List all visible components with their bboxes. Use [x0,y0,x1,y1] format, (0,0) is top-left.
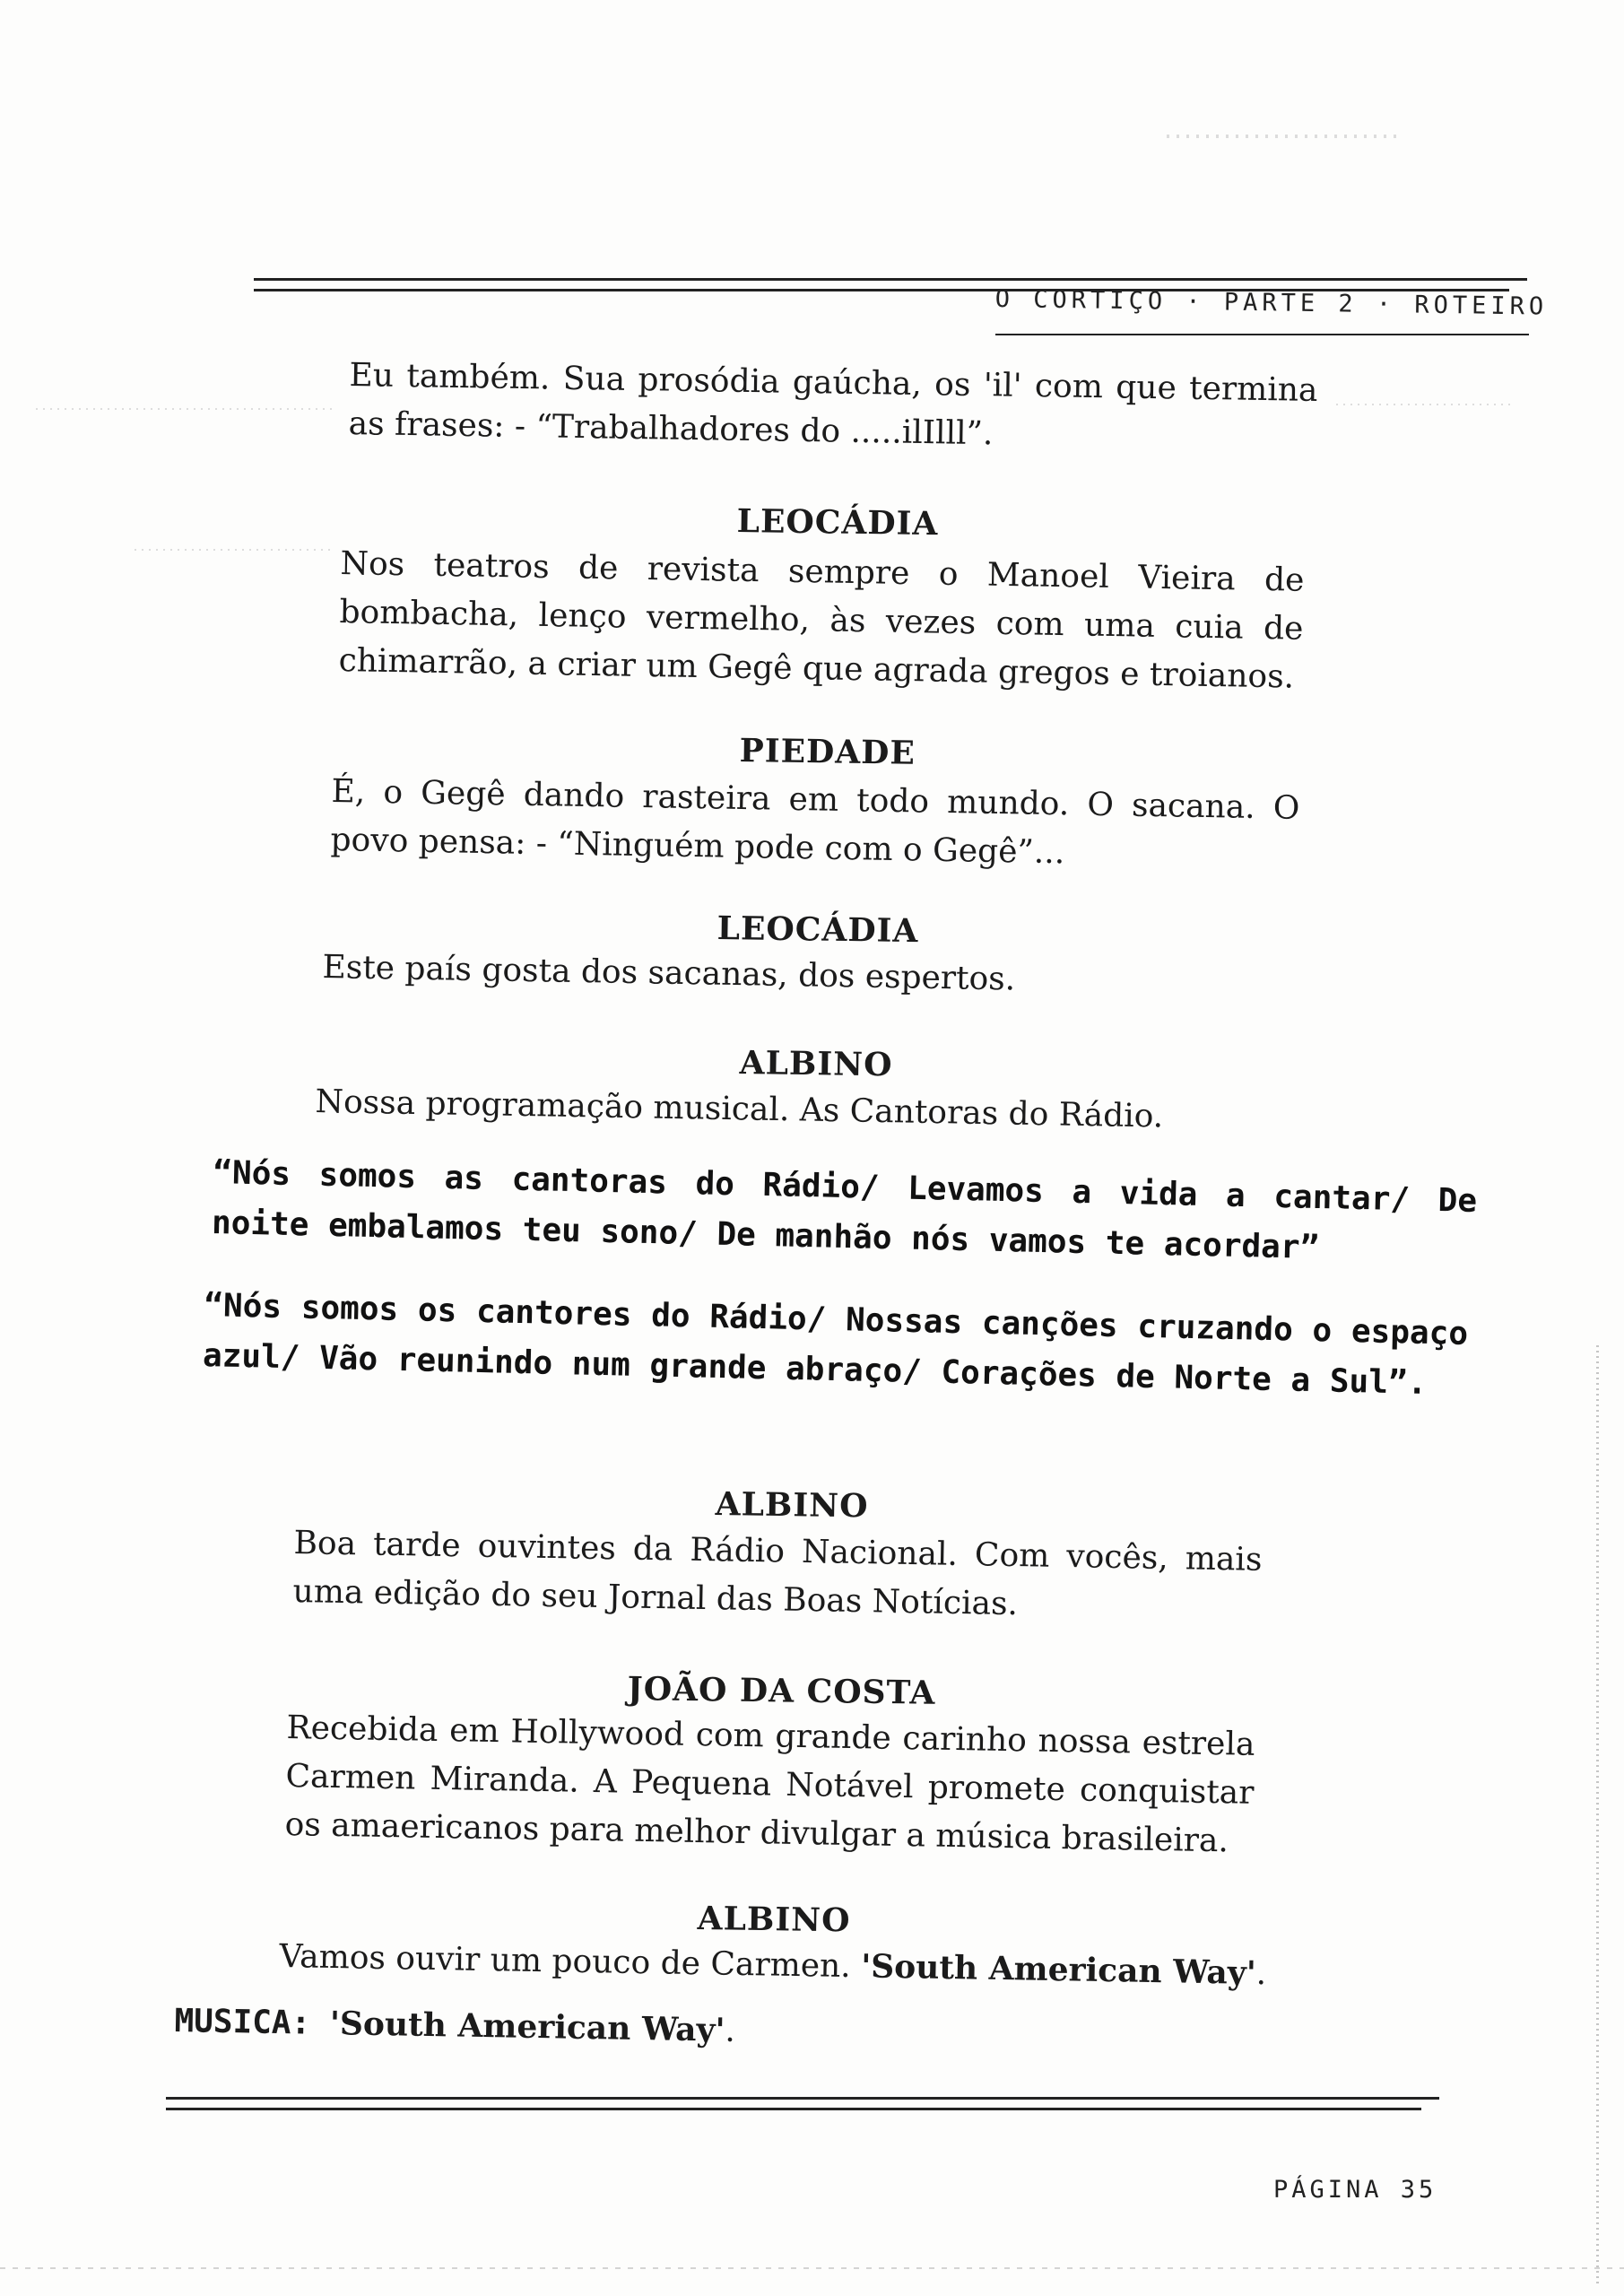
speaker-name: ALBINO [739,1044,893,1084]
song-title: 'South American Way' [860,1947,1257,1993]
song-lyric: “Nós somos os cantores do Rádio/ Nossas canções cruzando o espaço azul/ Vão reunindo num grande abraço/ Corações de Norte a Sul”. [202,1286,1469,1402]
dialogue-text [279,1932,1311,1999]
dialogue-text: Este país gosta dos sacanas, dos espertos. [322,948,1016,998]
footer-rule-lower [166,2108,1421,2110]
speaker-name: PIEDADE [739,732,916,772]
speaker-name: LEOCÁDIA [736,502,939,544]
page-number: PÁGINA 35 [1273,2176,1437,2204]
music-cue-title: 'South American Way' [329,2005,725,2049]
music-cue [174,1996,982,2060]
dialogue-text: Recebida em Hollywood com grande carinho nossa estrela Carmen Miranda. A Pequena Notável promete conquistar os amaericanos para melhor divulgar a música brasileira. [284,1709,1255,1860]
song-lyric: “Nós somos as cantoras do Rádio/ Levamos a vida a cantar/ De noite embalamos teu sono/ De manhão nós vamos te acordar” [211,1153,1478,1267]
dialogue-text-end: . [1255,1955,1267,1993]
speaker-name: JOÃO DA COSTA [627,1670,936,1712]
dialogue-text: Boa tarde ouvintes da Rádio Nacional. Com vocês, mais uma edição do seu Jornal das Boas Notícias. [292,1524,1263,1623]
speaker-name: LEOCÁDIA [716,909,919,951]
header-title: O CORTIÇO · PARTE 2 · ROTEIRO [994,285,1549,321]
speaker-name: ALBINO [697,1900,851,1940]
footer-rule-upper [166,2097,1439,2100]
dialogue-text: Nos teatros de revista sempre o Manoel Vieira de bombacha, lenço vermelho, às vezes com uma cuia de chimarrão, a criar um Gegê que agrada gregos e troianos. [338,544,1305,696]
dialogue-text: Nossa programação musical. As Cantoras do Rádio. [315,1083,1164,1135]
music-cue-end: . [725,2012,736,2049]
music-cue-label: MUSICA: [174,2002,331,2043]
dialogue-text: Eu também. Sua prosódia gaúcha, os 'il' com que termina as frases: - “Trabalhadores do .....ilIlll”. [348,356,1318,453]
speaker-name: ALBINO [715,1485,869,1526]
dialogue-text: É, o Gegê dando rasteira em todo mundo. O sacana. O povo pensa: - “Ninguém pode com o Gegê”... [330,772,1300,872]
dialogue-text-plain: Vamos ouvir um pouco de Carmen. [279,1937,862,1986]
